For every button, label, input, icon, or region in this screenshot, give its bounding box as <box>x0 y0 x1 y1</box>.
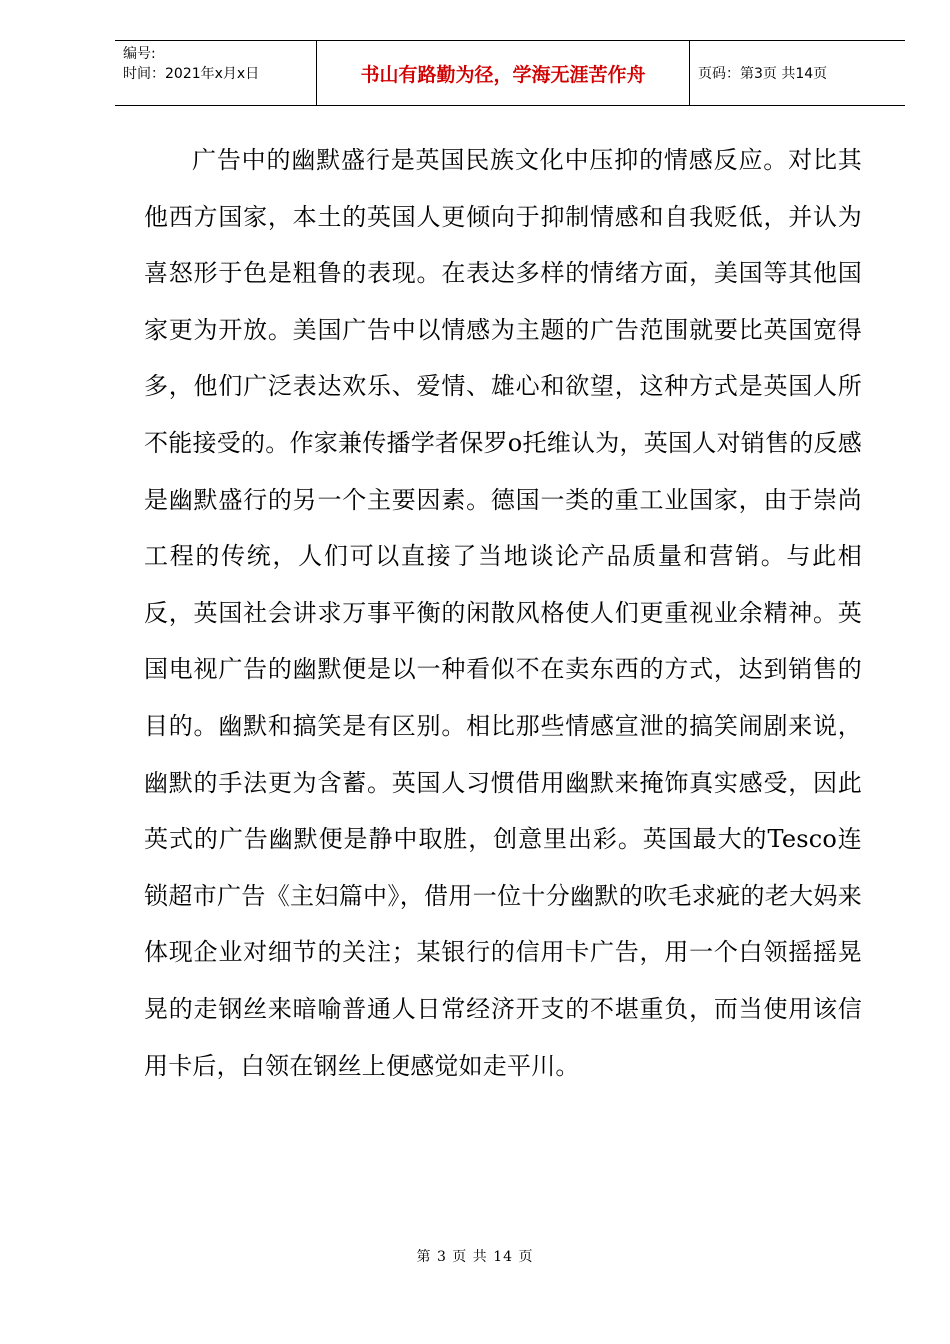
page-footer-number: 第 3 页 共 14 页 <box>416 1249 534 1265</box>
header-motto: 书山有路勤为径，学海无涯苦作舟 <box>316 41 690 105</box>
page-header <box>115 40 905 106</box>
document-time: 时间：2021年x月x日 <box>123 66 260 82</box>
document-body <box>144 132 862 1094</box>
header-page-info: 页码：第3页 共14页 <box>698 66 828 82</box>
header-meta <box>115 41 316 105</box>
document-number-label: 编号: <box>123 46 156 62</box>
body-paragraph: 广告中的幽默盛行是英国民族文化中压抑的情感反应。对比其他西方国家，本土的英国人更倾向于抑制情感和自我贬低，并认为喜怒形于色是粗鲁的表现。在表达多样的情绪方面，美国等其他国家更为开放。美国广告中以情感为主题的广告范围就要比英国宽得多，他们广泛表达欢乐、爱情、雄心和欲望，这种方式是英国人所不能接受的。作家兼传播学者保罗o托维认为，英国人对销售的反感是幽默盛行的另一个主要因素。德国一类的重工业国家，由于崇尚工程的传统，人们可以直接了当地谈论产品质量和营销。与此相反，英国社会讲求万事平衡的闲散风格使人们更重视业余精神。英国电视广告的幽默便是以一种看似不在卖东西的方式，达到销售的目的。幽默和搞笑是有区别。相比那些情感宣泄的搞笑闹剧来说，幽默的手法更为含蓄。英国人习惯借用幽默来掩饰真实感受，因此英式的广告幽默便是静中取胜，创意里出彩。英国最大的Tesco连锁超市广告《主妇篇中》，借用一位十分幽默的吹毛求疵的老大妈来体现企业对细节的关注；某银行的信用卡广告，用一个白领摇摇晃晃的走钢丝来暗喻普通人日常经济开支的不堪重负，而当使用该信用卡后，白领在钢丝上便感觉如走平川。 <box>144 146 862 1080</box>
